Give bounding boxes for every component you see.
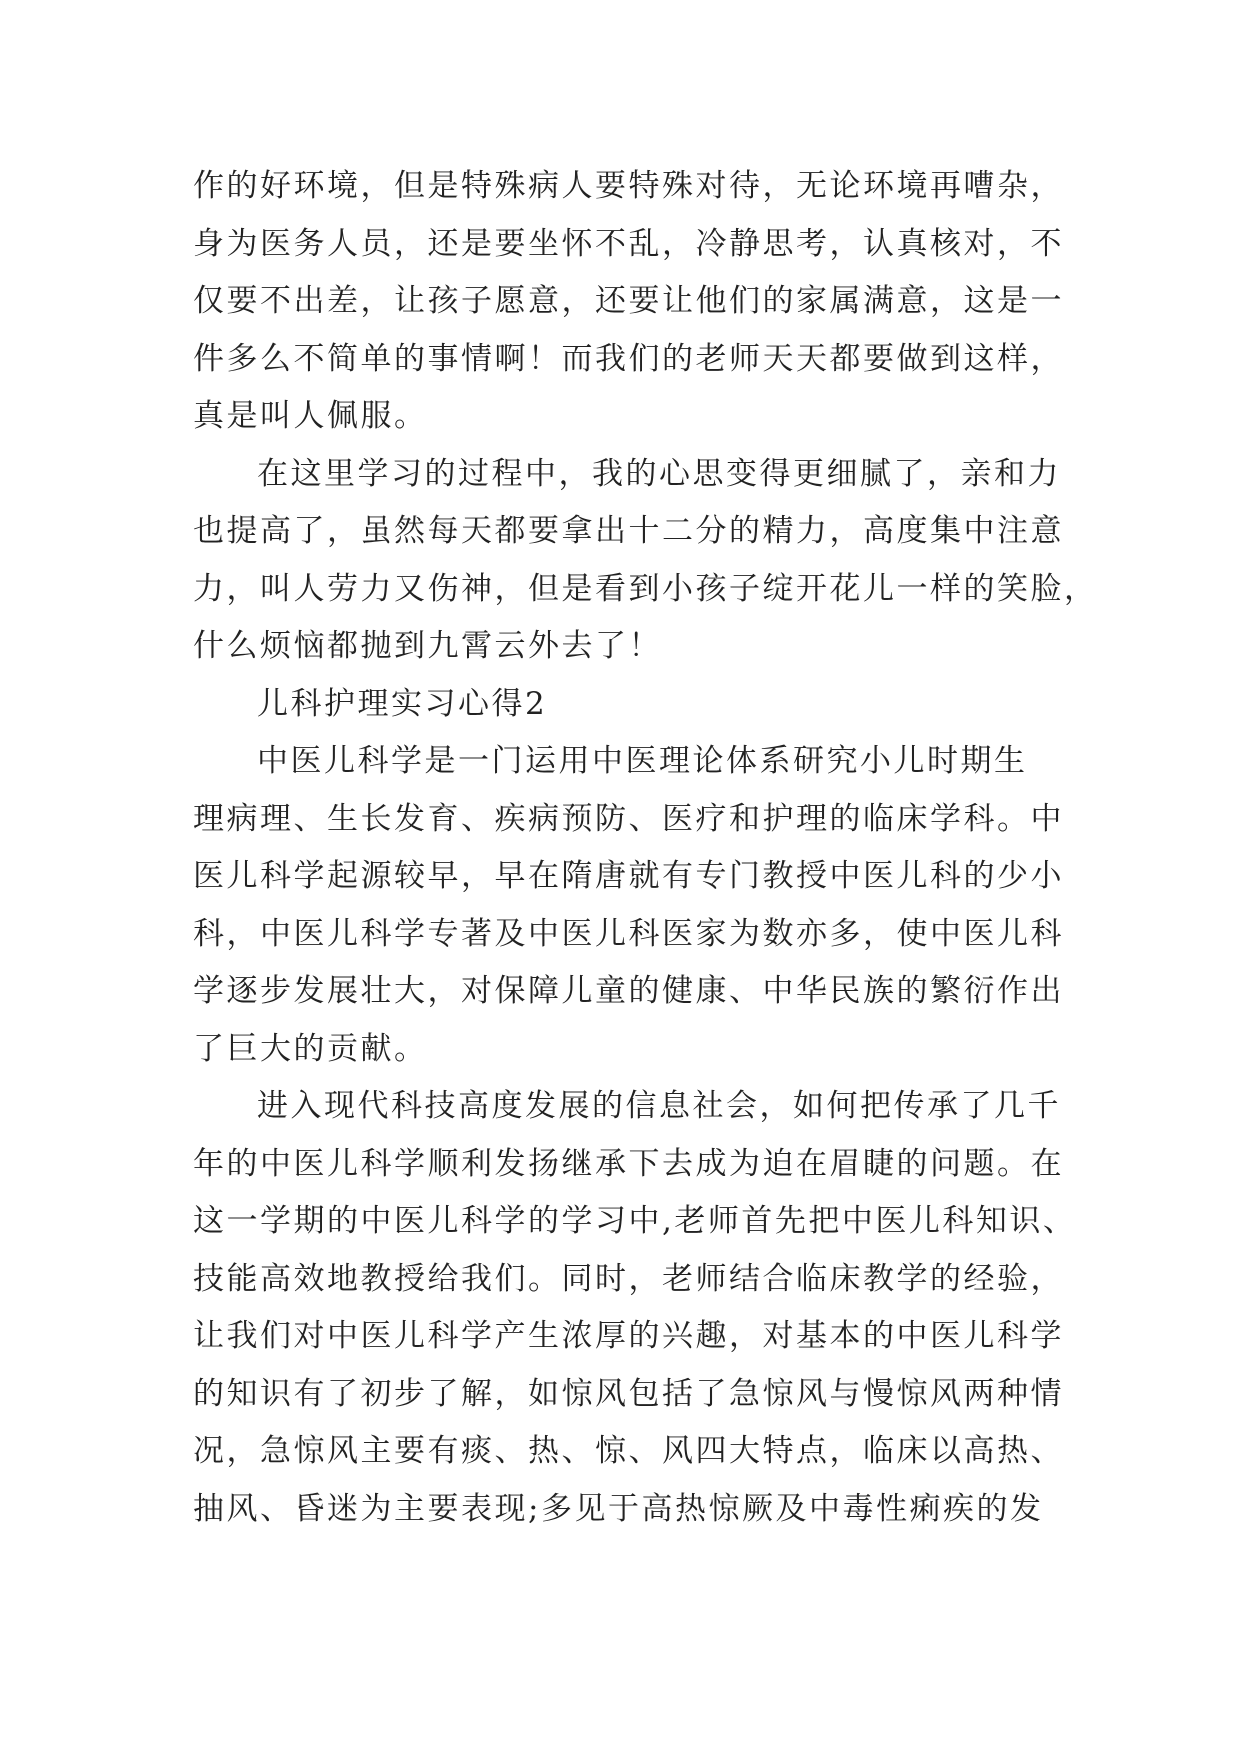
text-line: 件多么不简单的事情啊！而我们的老师天天都要做到这样， — [193, 340, 1064, 377]
text-line: 仅要不出差，让孩子愿意，还要让他们的家属满意，这是一 — [193, 283, 1064, 319]
text-line: 了巨大的贡献。 — [193, 1030, 428, 1067]
text-line: 这一学期的中医儿科学的学习中,老师首先把中医儿科知识、 — [193, 1203, 1077, 1239]
text-line: 作的好环境，但是特殊病人要特殊对待，无论环境再嘈杂， — [193, 168, 1064, 204]
text-line: 抽风、昏迷为主要表现;多见于高热惊厥及中毒性痢疾的发 — [193, 1490, 1044, 1527]
text-line: 真是叫人佩服。 — [193, 398, 428, 434]
text-line: 进入现代科技高度发展的信息社会，如何把传承了几千 — [257, 1088, 1061, 1124]
text-line: 技能高效地教授给我们。同时，老师结合临床教学的经验， — [193, 1260, 1064, 1297]
document-body — [193, 158, 1098, 1538]
text-line: 况，急惊风主要有痰、热、惊、风四大特点，临床以高热、 — [193, 1433, 1064, 1469]
text-line: 也提高了，虽然每天都要拿出十二分的精力，高度集中注意 — [193, 513, 1064, 549]
text-line: 什么烦恼都抛到九霄云外去了！ — [193, 628, 662, 664]
text-line: 医儿科学起源较早，早在隋唐就有专门教授中医儿科的少小 — [193, 858, 1064, 894]
text-line: 让我们对中医儿科学产生浓厚的兴趣，对基本的中医儿科学 — [193, 1318, 1064, 1354]
text-line: 的知识有了初步了解，如惊风包括了急惊风与慢惊风两种情 — [193, 1375, 1064, 1412]
text-line: 身为医务人员，还是要坐怀不乱，冷静思考，认真核对，不 — [193, 225, 1064, 262]
text-line: 年的中医儿科学顺利发扬继承下去成为迫在眉睫的问题。在 — [193, 1145, 1064, 1182]
text-line: 理病理、生长发育、疾病预防、医疗和护理的临床学科。中 — [193, 800, 1064, 837]
text-line: 儿科护理实习心得2 — [257, 685, 548, 722]
text-line: 科，中医儿科学专著及中医儿科医家为数亦多，使中医儿科 — [193, 915, 1064, 952]
text-line: 力，叫人劳力又伤神，但是看到小孩子绽开花儿一样的笑脸， — [193, 570, 1098, 607]
text-line: 学逐步发展壮大，对保障儿童的健康、中华民族的繁衍作出 — [193, 973, 1064, 1009]
text-line: 在这里学习的过程中，我的心思变得更细腻了，亲和力 — [257, 455, 1061, 492]
text-line: 中医儿科学是一门运用中医理论体系研究小儿时期生 — [257, 743, 1028, 779]
